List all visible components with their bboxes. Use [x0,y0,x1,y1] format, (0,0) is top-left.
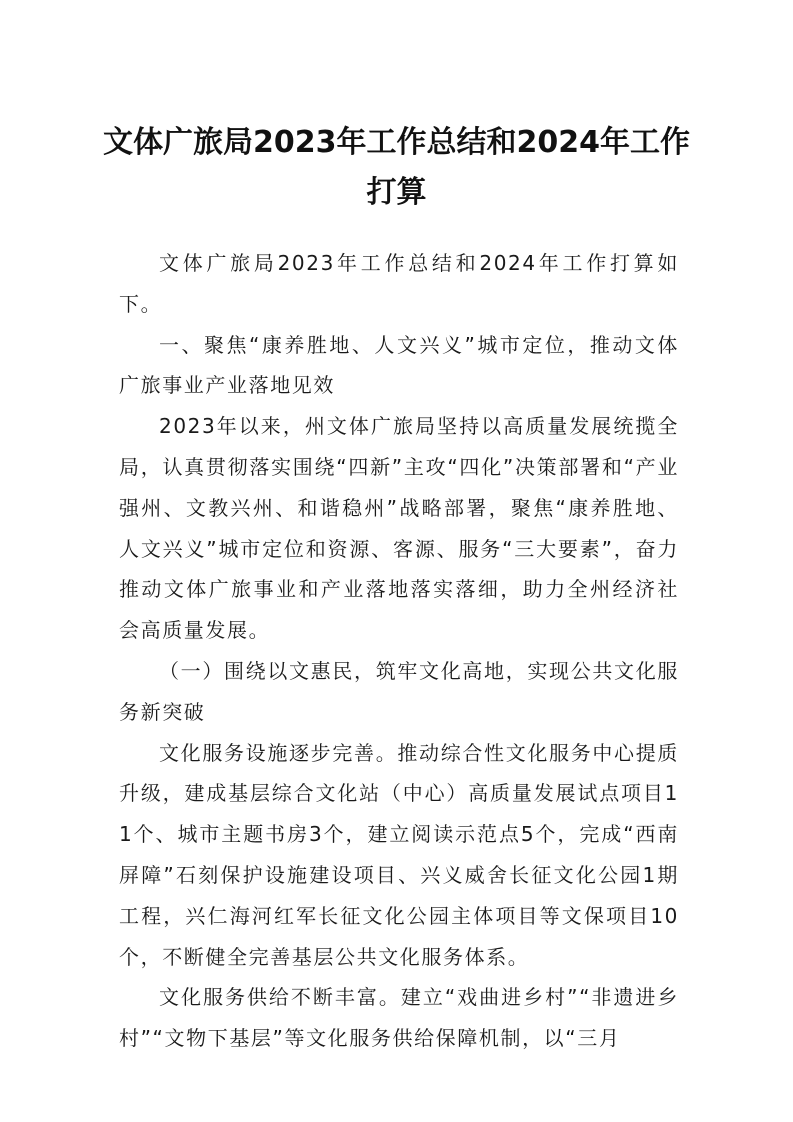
overview-paragraph: 2023年以来，州文体广旅局坚持以高质量发展统揽全局，认真贯彻落实围绕“四新”主攻“四化”决策部署和“产业强州、文教兴州、和谐稳州”战略部署，聚焦“康养胜地、人文兴义”城市定位和资源、客源、服务“三大要素”，奋力推动文体广旅事业和产业落地落实落细，助力全州经济社会高质量发展。 [119,414,679,643]
subsection-heading-1: （一）围绕以文惠民，筑牢文化高地，实现公共文化服务新突破 [119,658,679,724]
section-heading-1: 一、聚焦“康养胜地、人文兴义”城市定位，推动文体广旅事业产业落地见效 [119,332,679,398]
intro-paragraph: 文体广旅局2023年工作总结和2024年工作打算如下。 [119,251,679,316]
document-title: 文体广旅局2023年工作总结和2024年工作打算 [103,125,690,210]
services-paragraph: 文化服务供给不断丰富。建立“戏曲进乡村”“非遗进乡村”“文物下基层”等文化服务供给保障机制，以“三月 [119,985,679,1051]
document-body [119,243,679,1059]
facilities-paragraph: 文化服务设施逐步完善。推动综合性文化服务中心提质升级，建成基层综合文化站（中心）高质量发展试点项目11个、城市主题书房3个，建立阅读示范点5个，完成“西南屏障”石刻保护设施建设项目、兴义威舍长征文化公园1期工程，兴仁海河红军长征文化公园主体项目等文保项目10个，不断健全完善基层公共文化服务体系。 [119,740,679,969]
